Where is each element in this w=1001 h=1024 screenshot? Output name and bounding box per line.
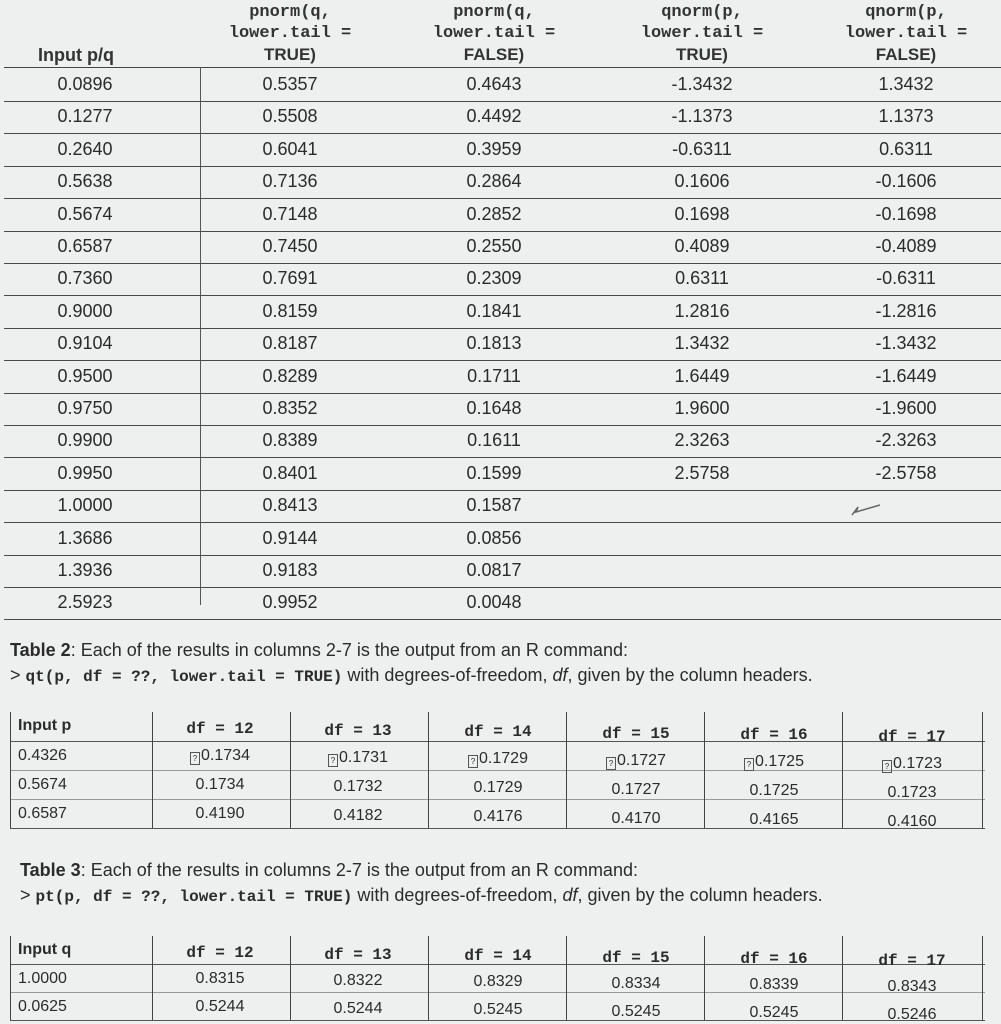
missing-glyph-icon: ?: [328, 754, 338, 767]
result-cell: [852, 784, 972, 802]
result-cell: 0.1648: [466, 398, 522, 418]
table2-caption: [10, 640, 628, 661]
result-cell: [438, 1001, 558, 1019]
result-value: 0.1729: [479, 750, 528, 767]
result-cell: [714, 811, 834, 829]
result-cell: 0.9183: [262, 560, 318, 580]
row-divider: [10, 992, 985, 993]
result-cell: 0.1587: [466, 495, 522, 516]
result-value: 0.1725: [749, 782, 799, 799]
result-value: 0.4160: [887, 812, 937, 830]
result-value: 0.1731: [339, 748, 388, 766]
result-cell: 0.0856: [466, 527, 522, 548]
result-cell: 0.6311: [675, 268, 729, 289]
header-line: lower.tail =: [228, 24, 352, 43]
row-divider: [10, 799, 985, 800]
result-cell: 0.2309: [466, 268, 522, 289]
table2-caption-label: Table 2: [10, 640, 71, 660]
result-cell: [852, 755, 972, 773]
command-prompt: >: [20, 885, 31, 905]
input-value-cell: 0.9900: [57, 430, 113, 451]
input-value-cell: 0.7360: [57, 268, 113, 289]
result-value: 0.1723: [893, 754, 942, 772]
table-row: [0, 232, 1001, 264]
result-cell: 0.3959: [466, 138, 522, 159]
result-cell: 0.4089: [674, 236, 730, 256]
input-value-cell: 0.5638: [57, 171, 113, 192]
result-cell: [298, 1000, 418, 1018]
result-value: 0.1723: [887, 783, 937, 801]
result-cell: [852, 813, 972, 831]
table-row: [0, 362, 1001, 394]
input-value-cell: 0.4326: [18, 747, 67, 764]
result-cell: [576, 975, 696, 993]
result-cell: [576, 810, 696, 828]
result-value: 0.5245: [749, 1004, 799, 1021]
missing-glyph-icon: ?: [882, 760, 892, 773]
missing-glyph-icon: ?: [468, 755, 478, 768]
col-header-qnorm-false: [826, 2, 986, 65]
column-divider: [704, 936, 705, 1020]
result-cell: 0.6041: [262, 138, 318, 159]
result-value: 0.5245: [611, 1002, 661, 1020]
result-value: 0.4190: [195, 805, 245, 822]
result-cell: -1.9600: [875, 398, 937, 418]
header-line: qnorm(p,: [661, 3, 743, 22]
result-cell: 0.1711: [467, 365, 521, 386]
input-value-cell: 1.3936: [57, 560, 113, 580]
result-cell: 0.5508: [262, 106, 318, 127]
command-df: df: [552, 665, 568, 685]
result-cell: 0.1606: [674, 171, 730, 192]
result-value: 0.1727: [611, 780, 661, 798]
result-cell: 2.5758: [674, 462, 730, 483]
result-value: 0.5246: [887, 1005, 937, 1023]
df-column-header: df = 12: [186, 720, 254, 738]
column-divider: [566, 936, 567, 1020]
column-divider: [566, 712, 567, 828]
result-value: 0.1725: [755, 753, 804, 770]
result-cell: [852, 978, 972, 996]
result-cell: 0.5357: [262, 74, 318, 94]
input-header: Input p: [18, 717, 72, 734]
missing-glyph-icon: ?: [606, 757, 616, 770]
table2-caption-text: : Each of the results in columns 2-7 is the output from an R command:: [70, 640, 628, 660]
result-cell: 1.1373: [878, 106, 934, 127]
input-value-cell: 0.9000: [57, 300, 113, 321]
result-cell: 0.8413: [262, 495, 318, 516]
df-column-header: df = 13: [324, 721, 392, 740]
missing-glyph-icon: ?: [190, 752, 200, 765]
result-cell: 0.9144: [262, 527, 318, 548]
column-divider: [428, 936, 429, 1020]
result-cell: -0.6311: [876, 268, 936, 289]
result-cell: [438, 750, 558, 768]
command-df: df: [562, 885, 578, 905]
result-value: 0.4165: [749, 811, 799, 828]
header-line: TRUE): [676, 45, 728, 64]
result-value: 0.8343: [887, 977, 937, 995]
result-cell: [160, 747, 280, 765]
table-row: [0, 264, 1001, 296]
input-pq-header: Input p/q: [38, 45, 114, 65]
table3-caption-label: Table 3: [20, 860, 81, 880]
result-cell: 0.7148: [262, 203, 318, 224]
result-cell: 1.3432: [674, 333, 730, 354]
header-line: pnorm(q,: [453, 3, 535, 22]
table-row: [0, 329, 1001, 361]
table2-command: [10, 665, 813, 686]
result-cell: [438, 779, 558, 797]
column-divider: [982, 712, 983, 828]
column-divider: [842, 936, 843, 1020]
df-column-header: df = 14: [464, 723, 532, 741]
result-cell: [298, 972, 418, 990]
result-cell: -0.1698: [875, 203, 937, 224]
col-header-qnorm-true: [622, 2, 782, 65]
result-cell: [438, 973, 558, 991]
result-cell: -2.5758: [875, 462, 937, 483]
result-cell: 0.2550: [466, 236, 522, 256]
result-cell: 0.4492: [466, 106, 522, 127]
command-prompt: >: [10, 665, 21, 685]
qt-table: [10, 712, 985, 830]
table-row: [0, 200, 1001, 232]
command-text: , given by the column headers.: [577, 885, 823, 905]
header-line: TRUE): [264, 45, 316, 64]
input-value-cell: 0.9950: [57, 462, 113, 483]
result-value: 0.8339: [749, 976, 799, 993]
df-column-header: df = 16: [740, 726, 808, 744]
result-cell: 0.2852: [466, 203, 522, 224]
col-header-pnorm-false: [414, 2, 574, 65]
row-divider: [10, 770, 985, 771]
table-row: [0, 102, 1001, 134]
result-value: 0.5245: [473, 1001, 523, 1018]
header-line: lower.tail =: [432, 24, 556, 43]
table-rule: [10, 828, 985, 829]
column-divider: [290, 712, 291, 828]
result-value: 0.8315: [195, 970, 245, 987]
result-value: 0.1732: [333, 777, 383, 795]
table-row: [0, 588, 1001, 620]
result-cell: 1.6449: [674, 365, 730, 386]
result-cell: [298, 807, 418, 825]
result-cell: -1.3432: [671, 74, 733, 94]
result-cell: -1.1373: [671, 106, 733, 127]
column-divider: [982, 936, 983, 1020]
result-cell: [298, 778, 418, 796]
column-divider: [842, 712, 843, 828]
result-cell: 0.1841: [466, 300, 522, 321]
header-line: qnorm(p,: [865, 3, 947, 22]
result-cell: 0.1813: [466, 333, 522, 354]
result-cell: -0.4089: [875, 236, 937, 256]
df-column-header: df = 13: [324, 945, 392, 964]
result-cell: [576, 1003, 696, 1021]
df-column-header: df = 15: [602, 724, 670, 743]
result-cell: 0.1698: [674, 203, 730, 224]
result-cell: [714, 753, 834, 771]
result-cell: [852, 1006, 972, 1024]
header-line: FALSE): [463, 45, 525, 64]
result-cell: [160, 998, 280, 1016]
result-cell: 0.8401: [262, 462, 318, 483]
column-divider: [152, 712, 153, 828]
row-divider: [4, 619, 1001, 620]
result-cell: 0.8289: [262, 365, 318, 386]
table-row: [0, 556, 1001, 588]
result-cell: 0.6311: [879, 138, 933, 159]
table3-command: [20, 885, 823, 906]
result-cell: [160, 776, 280, 794]
result-cell: [576, 781, 696, 799]
missing-glyph-icon: ?: [744, 758, 754, 771]
table-row: [0, 426, 1001, 458]
input-value-cell: 0.2640: [57, 138, 113, 159]
command-text: , given by the column headers.: [567, 665, 813, 685]
input-value-cell: 2.5923: [57, 592, 113, 613]
column-divider: [152, 936, 153, 1020]
input-header: Input q: [18, 941, 72, 958]
input-value-cell: 0.9500: [57, 365, 113, 386]
result-cell: [714, 976, 834, 994]
result-value: 0.4182: [333, 806, 383, 824]
pen-mark-icon: [850, 503, 882, 517]
result-cell: 1.9600: [674, 398, 730, 418]
header-line: lower.tail =: [844, 24, 968, 43]
result-value: 0.1734: [201, 747, 250, 764]
result-cell: -2.3263: [875, 430, 937, 451]
column-divider: [10, 936, 11, 1020]
col-header-pnorm-true: [210, 2, 370, 65]
table-row: [0, 524, 1001, 556]
result-cell: -1.3432: [875, 333, 937, 354]
table3-caption-text: : Each of the results in columns 2-7 is the output from an R command:: [80, 860, 638, 880]
result-cell: 0.1599: [466, 462, 522, 483]
table-row: [0, 167, 1001, 199]
input-value-cell: 0.0896: [57, 74, 113, 94]
column-divider: [704, 712, 705, 828]
df-column-header: df = 16: [740, 950, 808, 968]
input-value-cell: 0.0625: [18, 998, 67, 1015]
column-divider: [428, 712, 429, 828]
result-cell: 2.3263: [674, 430, 730, 451]
result-value: 0.5244: [195, 998, 245, 1015]
df-column-header: df = 17: [878, 951, 946, 970]
result-cell: 0.7136: [262, 171, 318, 192]
input-value-cell: 0.5674: [18, 776, 67, 793]
result-cell: 0.7450: [262, 236, 318, 256]
result-cell: 0.8389: [262, 430, 318, 451]
df-column-header: df = 17: [878, 727, 946, 746]
input-value-cell: 1.3686: [57, 527, 113, 548]
result-value: 0.4176: [473, 808, 523, 825]
table-row: [0, 394, 1001, 426]
header-line: lower.tail =: [640, 24, 764, 43]
result-cell: [714, 1004, 834, 1022]
result-value: 0.4170: [611, 809, 661, 827]
header-line: pnorm(q,: [249, 3, 331, 22]
result-value: 0.8329: [473, 973, 523, 990]
command-text: with degrees-of-freedom,: [352, 885, 563, 905]
input-value-cell: 1.0000: [18, 970, 67, 987]
result-cell: 1.2816: [674, 300, 730, 321]
result-cell: [576, 752, 696, 770]
column-divider: [290, 936, 291, 1020]
table-rule: [10, 741, 985, 742]
result-cell: 0.8352: [262, 398, 318, 418]
result-cell: 0.0817: [466, 560, 522, 580]
table-row: [0, 297, 1001, 329]
result-value: 0.8334: [611, 974, 661, 992]
input-value-cell: 0.6587: [57, 236, 113, 256]
result-cell: -0.1606: [875, 171, 937, 192]
input-value-cell: 0.9104: [57, 333, 113, 354]
result-cell: 1.3432: [878, 74, 934, 94]
result-value: 0.1729: [473, 779, 523, 796]
input-value-cell: 0.9750: [57, 398, 113, 418]
table3-caption: [20, 860, 638, 881]
header-divider: [4, 67, 1001, 68]
result-cell: 0.7691: [262, 268, 318, 289]
input-value-cell: 0.6587: [18, 805, 67, 822]
result-cell: -0.6311: [672, 138, 732, 159]
result-value: 0.5244: [333, 999, 383, 1017]
header-line: FALSE): [875, 45, 937, 64]
input-value-cell: 1.0000: [57, 495, 113, 516]
column-divider: [10, 712, 11, 828]
r-command-code: pt(p, df = ??, lower.tail = TRUE): [35, 888, 353, 906]
input-value-cell: 0.1277: [57, 106, 113, 127]
result-cell: [714, 782, 834, 800]
r-command-code: qt(p, df = ??, lower.tail = TRUE): [25, 668, 343, 686]
result-cell: 0.8159: [262, 300, 318, 321]
result-value: 0.8322: [333, 971, 383, 989]
table-row: [0, 70, 1001, 102]
result-cell: 0.1611: [467, 430, 521, 451]
result-cell: -1.6449: [875, 365, 937, 386]
result-cell: [438, 808, 558, 826]
result-cell: 0.4643: [466, 74, 522, 94]
table-rule: [10, 1020, 985, 1021]
table-row: [0, 135, 1001, 167]
pt-table: [10, 936, 985, 1024]
result-cell: 0.0048: [466, 592, 522, 613]
result-cell: [160, 970, 280, 988]
command-text: with degrees-of-freedom,: [342, 665, 553, 685]
result-cell: 0.9952: [262, 592, 318, 613]
result-cell: 0.2864: [466, 171, 522, 192]
result-cell: 0.8187: [262, 333, 318, 354]
input-value-cell: 0.5674: [57, 203, 113, 224]
result-cell: [160, 805, 280, 823]
df-column-header: df = 12: [186, 944, 254, 962]
df-column-header: df = 14: [464, 947, 532, 965]
result-value: 0.1734: [195, 776, 245, 793]
result-cell: [298, 749, 418, 767]
df-column-header: df = 15: [602, 948, 670, 967]
table-row: [0, 459, 1001, 491]
result-value: 0.1727: [617, 751, 666, 769]
result-cell: -1.2816: [875, 300, 937, 321]
